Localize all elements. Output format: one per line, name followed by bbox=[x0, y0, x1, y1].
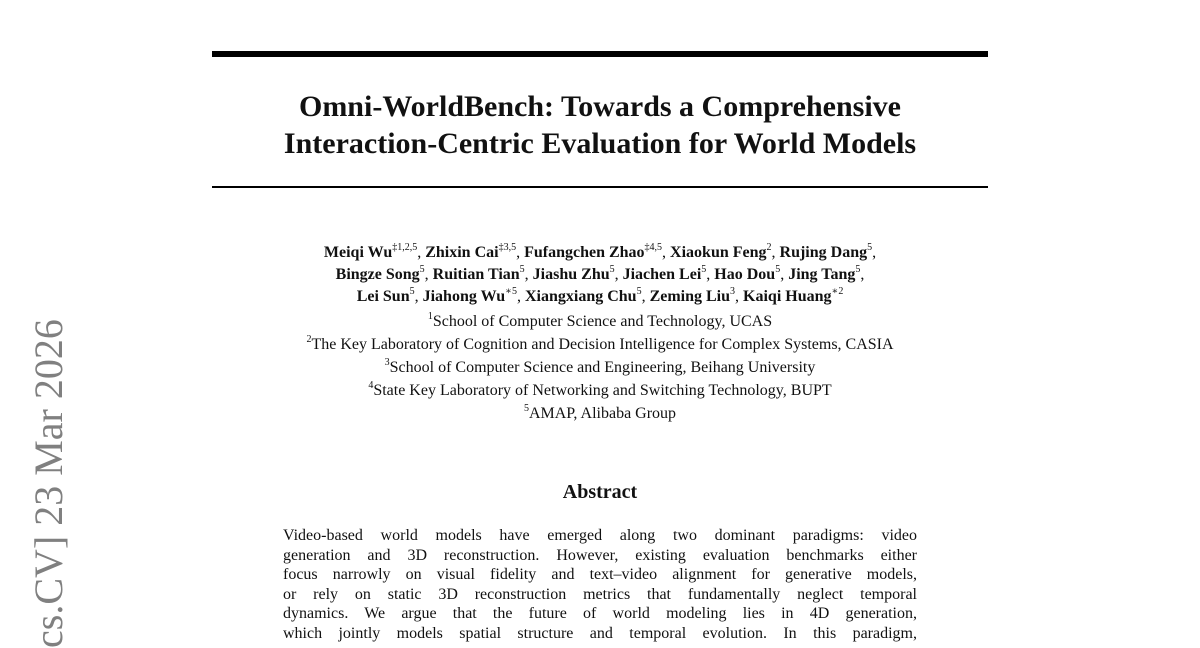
author-name: Ruitian Tian bbox=[432, 266, 520, 283]
author-line bbox=[200, 264, 1000, 286]
author-name: Xiangxiang Chu bbox=[524, 288, 637, 305]
author-separator: , bbox=[860, 266, 865, 283]
affiliation bbox=[200, 310, 1000, 333]
author-separator: , bbox=[872, 244, 877, 261]
affiliation-text: AMAP, Alibaba Group bbox=[528, 405, 677, 422]
author-affiliation-mark: 5 bbox=[701, 263, 707, 275]
author-separator: , bbox=[662, 244, 671, 261]
author-line bbox=[200, 242, 1000, 264]
author-separator: , bbox=[524, 266, 533, 283]
title-line-1: Omni-WorldBench: Towards a Comprehensive bbox=[298, 90, 901, 123]
author-line bbox=[200, 286, 1000, 308]
affiliation-number: 5 bbox=[523, 402, 529, 414]
author-affiliation-mark: 3 bbox=[730, 285, 736, 297]
author-affiliation-mark: 5 bbox=[409, 285, 415, 297]
author-affiliation-mark: 5 bbox=[519, 263, 525, 275]
affiliation-text: The Key Laboratory of Cognition and Decision Intelligence for Complex Systems, CASIA bbox=[311, 336, 894, 353]
author-affiliation-mark: ‡4,5 bbox=[644, 241, 663, 253]
author-separator: , bbox=[414, 288, 423, 305]
author-name: Zhixin Cai bbox=[425, 244, 499, 261]
affiliation-text: School of Computer Science and Engineering, Beihang University bbox=[389, 359, 816, 376]
abstract-line: which jointly models spatial structure and temporal evolution. In this paradigm, bbox=[283, 624, 917, 642]
abstract-line: Video-based world models have emerged along two dominant paradigms: video bbox=[283, 527, 917, 544]
abstract-line: generation and 3D reconstruction. However, existing evaluation benchmarks either bbox=[283, 546, 917, 564]
author-name: Hao Dou bbox=[714, 266, 776, 283]
affiliation bbox=[200, 333, 1000, 356]
affiliation-number: 2 bbox=[306, 333, 312, 345]
author-name: Lei Sun bbox=[356, 288, 410, 305]
affiliation bbox=[200, 379, 1000, 402]
author-name: Zeming Liu bbox=[649, 288, 731, 305]
affiliation bbox=[200, 402, 1000, 425]
author-separator: , bbox=[641, 288, 650, 305]
author-separator: , bbox=[424, 266, 433, 283]
author-name: Jiashu Zhu bbox=[532, 266, 610, 283]
title-rule-top bbox=[212, 51, 988, 57]
author-affiliation-mark: 5 bbox=[775, 263, 781, 275]
abstract-line: dynamics. We argue that the future of world modeling lies in 4D generation, bbox=[283, 605, 917, 622]
affiliation-number: 1 bbox=[427, 310, 433, 322]
author-affiliation-mark: 5 bbox=[867, 241, 873, 253]
author-separator: , bbox=[735, 288, 744, 305]
author-separator: , bbox=[614, 266, 623, 283]
affiliation-text: School of Computer Science and Technology, UCAS bbox=[432, 313, 773, 330]
author-affiliation-mark: ∗2 bbox=[831, 285, 844, 297]
title-rule-bottom bbox=[212, 186, 988, 188]
author-name: Xiaokun Feng bbox=[670, 244, 767, 261]
author-affiliation-mark: ∗5 bbox=[505, 285, 517, 297]
author-separator: , bbox=[780, 266, 789, 283]
author-separator: , bbox=[771, 244, 780, 261]
author-separator: , bbox=[706, 266, 715, 283]
abstract-body bbox=[283, 526, 917, 643]
abstract-line: focus narrowly on visual fidelity and text–video alignment for generative models, bbox=[283, 566, 917, 583]
abstract-heading: Abstract bbox=[562, 481, 638, 503]
arxiv-stamp bbox=[26, 319, 71, 648]
author-affiliation-mark: ‡1,2,5 bbox=[392, 241, 418, 253]
author-name: Bingze Song bbox=[335, 266, 420, 283]
author-name: Jiahong Wu bbox=[422, 288, 506, 305]
title-line-2: Interaction-Centric Evaluation for World Models bbox=[283, 127, 917, 160]
affiliation-list bbox=[200, 310, 1000, 425]
paper-title bbox=[212, 88, 988, 162]
author-separator: , bbox=[516, 288, 525, 305]
author-affiliation-mark: 5 bbox=[609, 263, 615, 275]
abstract-line: or rely on static 3D reconstruction metrics that fundamentally neglect temporal bbox=[283, 585, 917, 603]
author-name: Kaiqi Huang bbox=[743, 288, 832, 305]
author-name: Jing Tang bbox=[788, 266, 856, 283]
affiliation-text: State Key Laboratory of Networking and Switching Technology, BUPT bbox=[373, 382, 832, 399]
author-affiliation-mark: ‡3,5 bbox=[498, 241, 517, 253]
author-name: Meiqi Wu bbox=[323, 244, 393, 261]
author-affiliation-mark: 2 bbox=[766, 241, 772, 253]
author-affiliation-mark: 5 bbox=[855, 263, 861, 275]
author-name: Jiachen Lei bbox=[622, 266, 702, 283]
author-name: Rujing Dang bbox=[779, 244, 868, 261]
author-name: Fufangchen Zhao bbox=[524, 244, 645, 261]
author-affiliation-mark: 5 bbox=[636, 285, 642, 297]
author-list bbox=[200, 242, 1000, 308]
affiliation-number: 4 bbox=[368, 379, 374, 391]
arxiv-stamp-text: cs.CV] 23 Mar 2026 bbox=[26, 319, 71, 648]
affiliation bbox=[200, 356, 1000, 379]
affiliation-number: 3 bbox=[384, 356, 390, 368]
author-separator: , bbox=[417, 244, 426, 261]
author-separator: , bbox=[516, 244, 525, 261]
author-affiliation-mark: 5 bbox=[419, 263, 425, 275]
